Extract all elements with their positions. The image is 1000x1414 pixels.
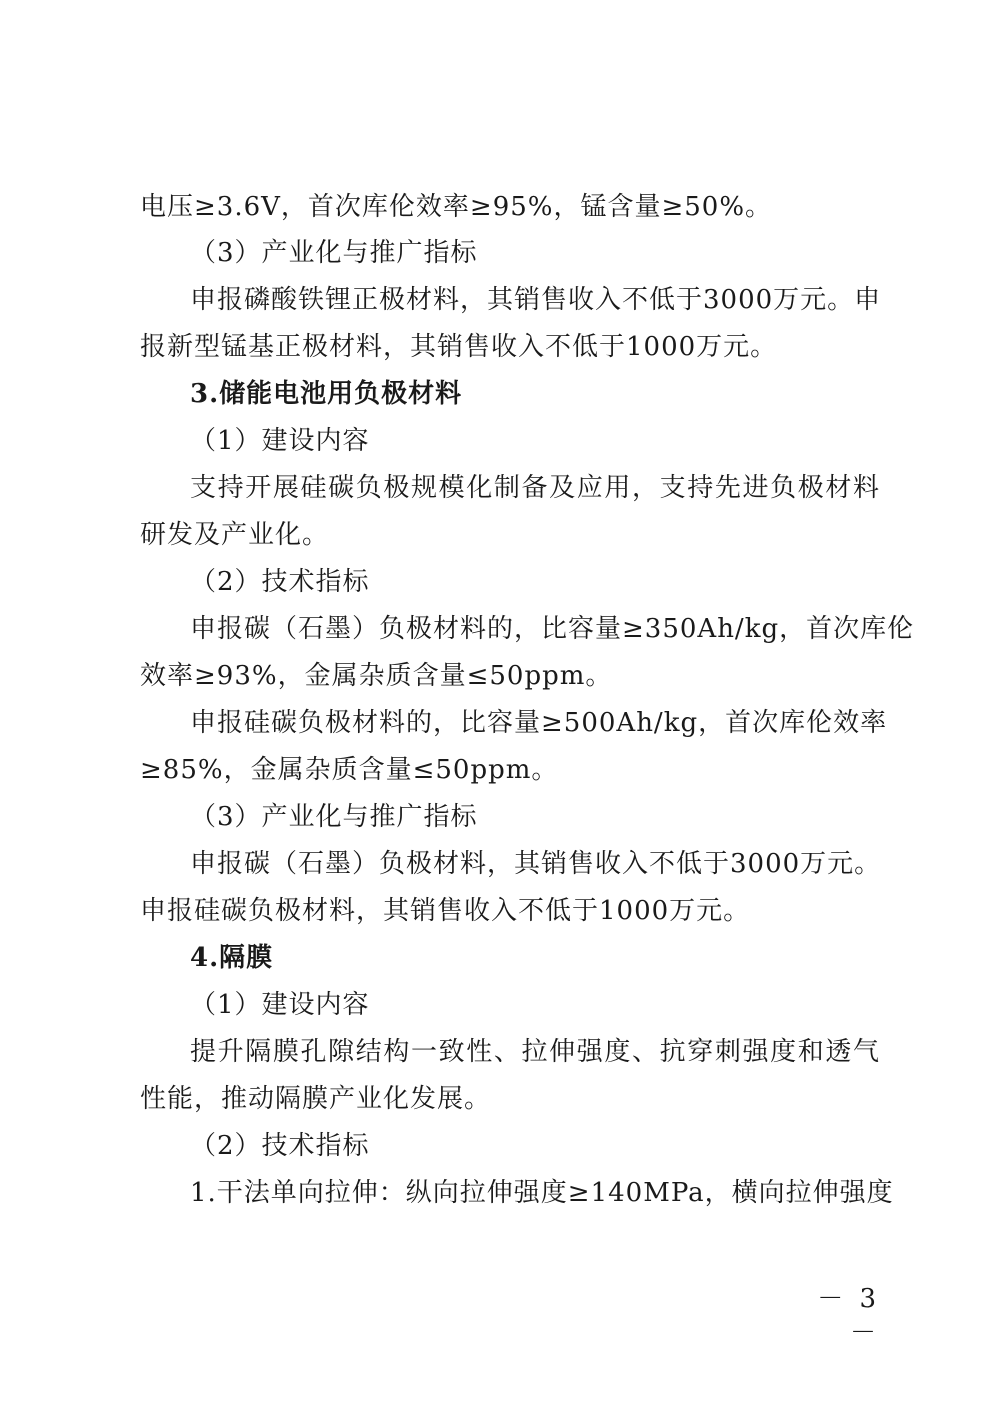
subheading-technical: （2）技术指标 xyxy=(190,1131,370,1161)
paragraph-line: 支持开展硅碳负极规模化制备及应用，支持先进负极材料 xyxy=(190,473,880,503)
paragraph-line: 1.干法单向拉伸：纵向拉伸强度≥140MPa，横向拉伸强度 xyxy=(190,1178,894,1208)
paragraph-line: ≥85%，金属杂质含量≤50ppm。 xyxy=(140,755,559,785)
paragraph-line: 申报磷酸铁锂正极材料，其销售收入不低于3000万元。申 xyxy=(190,285,882,315)
subheading-construction: （1）建设内容 xyxy=(190,990,370,1020)
paragraph-line: 申报硅碳负极材料的，比容量≥500Ah/kg，首次库伦效率 xyxy=(190,708,888,738)
section-heading-separator: 4.隔膜 xyxy=(190,943,274,973)
subheading-technical: （2）技术指标 xyxy=(190,567,370,597)
section-heading-anode: 3.储能电池用负极材料 xyxy=(190,379,463,409)
paragraph-line: 电压≥3.6V，首次库伦效率≥95%，锰含量≥50%。 xyxy=(140,192,773,222)
subheading-industrialization: （3）产业化与推广指标 xyxy=(190,802,478,832)
paragraph-line: 报新型锰基正极材料，其销售收入不低于1000万元。 xyxy=(140,332,778,362)
subheading-industrialization: （3）产业化与推广指标 xyxy=(190,238,478,268)
subheading-construction: （1）建设内容 xyxy=(190,426,370,456)
paragraph-line: 申报碳（石墨）负极材料，其销售收入不低于3000万元。 xyxy=(190,849,882,879)
paragraph-line: 效率≥93%，金属杂质含量≤50ppm。 xyxy=(140,661,613,691)
paragraph-line: 性能，推动隔膜产业化发展。 xyxy=(140,1084,492,1114)
paragraph-line: 申报碳（石墨）负极材料的，比容量≥350Ah/kg，首次库伦 xyxy=(190,614,915,644)
page-number: － 3 － xyxy=(817,1284,880,1348)
paragraph-line: 申报硅碳负极材料，其销售收入不低于1000万元。 xyxy=(140,896,751,926)
paragraph-line: 研发及产业化。 xyxy=(140,520,330,550)
paragraph-line: 提升隔膜孔隙结构一致性、拉伸强度、抗穿刺强度和透气 xyxy=(190,1037,880,1067)
